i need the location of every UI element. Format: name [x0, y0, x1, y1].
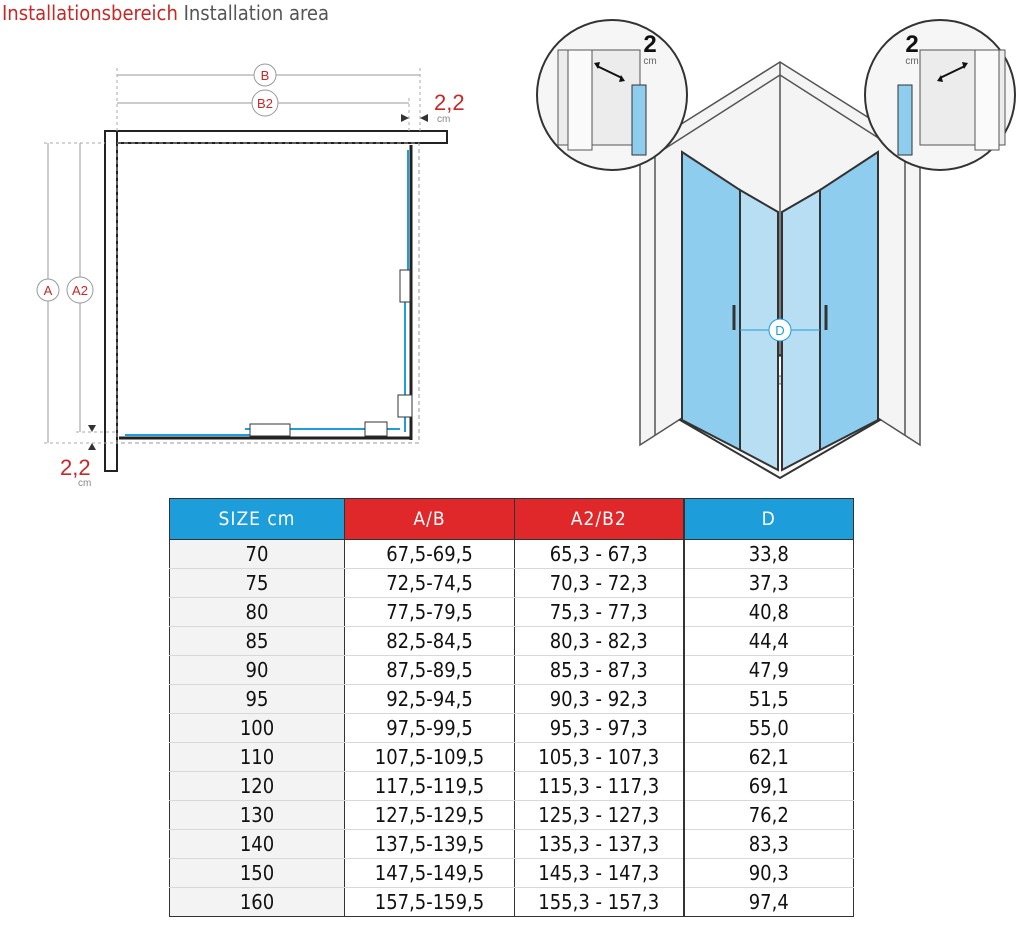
- cell-d: 51,5: [684, 685, 854, 714]
- table-row: [170, 685, 854, 714]
- label-b: B: [260, 68, 270, 83]
- cell-d: 69,1: [684, 772, 854, 801]
- cell-size: 120: [170, 772, 345, 801]
- gap-top-unit: cm: [437, 114, 451, 125]
- cell-ab: 82,5-84,5: [345, 627, 515, 656]
- header-d: D: [684, 499, 854, 540]
- table-row: [170, 569, 854, 598]
- cell-size: 100: [170, 714, 345, 743]
- label-b2: B2: [257, 96, 273, 111]
- cell-a2b2: 155,3 - 157,3: [515, 888, 684, 917]
- cell-a2b2: 65,3 - 67,3: [515, 540, 684, 569]
- gap-bottom-value: 2,2: [60, 455, 91, 480]
- cell-d: 90,3: [684, 859, 854, 888]
- isometric-shower-diagram: [530, 0, 1024, 490]
- cell-ab: 72,5-74,5: [345, 569, 515, 598]
- gap-bottom-unit: cm: [78, 478, 92, 489]
- table-row: [170, 540, 854, 569]
- cell-ab: 107,5-109,5: [345, 743, 515, 772]
- cell-a2b2: 135,3 - 137,3: [515, 830, 684, 859]
- table-row: [170, 888, 854, 917]
- table-row: [170, 714, 854, 743]
- cell-d: 62,1: [684, 743, 854, 772]
- cell-d: 55,0: [684, 714, 854, 743]
- cell-ab: 97,5-99,5: [345, 714, 515, 743]
- cell-ab: 157,5-159,5: [345, 888, 515, 917]
- cell-ab: 67,5-69,5: [345, 540, 515, 569]
- label-a2: A2: [72, 283, 88, 298]
- cell-a2b2: 125,3 - 127,3: [515, 801, 684, 830]
- cell-d: 33,8: [684, 540, 854, 569]
- table-body: [170, 540, 854, 917]
- cell-d: 76,2: [684, 801, 854, 830]
- table-header-row: [170, 499, 854, 540]
- cell-size: 95: [170, 685, 345, 714]
- cell-a2b2: 90,3 - 92,3: [515, 685, 684, 714]
- cell-d: 47,9: [684, 656, 854, 685]
- detail-left-value: 2: [643, 31, 657, 58]
- cell-size: 140: [170, 830, 345, 859]
- install-area-outline: [117, 143, 419, 443]
- cell-d: 97,4: [684, 888, 854, 917]
- detail-bubble-right: [865, 20, 1015, 170]
- table-row: [170, 627, 854, 656]
- detail-right-unit: cm: [905, 56, 919, 67]
- cell-ab: 87,5-89,5: [345, 656, 515, 685]
- gap-top-value: 2,2: [434, 90, 465, 115]
- enclosure-bottom-panel: [119, 422, 412, 438]
- label-a: A: [43, 283, 53, 298]
- cell-size: 110: [170, 743, 345, 772]
- cell-ab: 117,5-119,5: [345, 772, 515, 801]
- cell-a2b2: 95,3 - 97,3: [515, 714, 684, 743]
- gap-bottom-marker: [88, 425, 96, 450]
- table-row: [170, 830, 854, 859]
- cell-size: 80: [170, 598, 345, 627]
- table-row: [170, 598, 854, 627]
- table-row: [170, 801, 854, 830]
- cell-size: 160: [170, 888, 345, 917]
- cell-d: 83,3: [684, 830, 854, 859]
- cell-a2b2: 145,3 - 147,3: [515, 859, 684, 888]
- cell-a2b2: 85,3 - 87,3: [515, 656, 684, 685]
- enclosure-right-panel: [398, 145, 412, 440]
- plan-view-diagram: [0, 40, 470, 490]
- label-d: D: [775, 323, 785, 338]
- cell-a2b2: 115,3 - 117,3: [515, 772, 684, 801]
- table-row: [170, 656, 854, 685]
- cell-ab: 147,5-149,5: [345, 859, 515, 888]
- title-en: Installation area: [183, 1, 330, 25]
- cell-a2b2: 70,3 - 72,3: [515, 569, 684, 598]
- detail-bubble-left: [537, 20, 687, 170]
- cell-a2b2: 105,3 - 107,3: [515, 743, 684, 772]
- header-size: SIZE cm: [170, 499, 345, 540]
- size-table: [169, 498, 854, 917]
- cell-size: 90: [170, 656, 345, 685]
- cell-a2b2: 80,3 - 82,3: [515, 627, 684, 656]
- detail-right-value: 2: [905, 31, 919, 58]
- wall-outline: [105, 131, 447, 471]
- title-de: Installationsbereich: [2, 1, 178, 25]
- cell-d: 44,4: [684, 627, 854, 656]
- header-a2b2: A2/B2: [515, 499, 684, 540]
- gap-top-marker: [401, 114, 428, 122]
- cell-size: 75: [170, 569, 345, 598]
- cell-ab: 137,5-139,5: [345, 830, 515, 859]
- cell-d: 37,3: [684, 569, 854, 598]
- cell-d: 40,8: [684, 598, 854, 627]
- table-row: [170, 743, 854, 772]
- cell-size: 85: [170, 627, 345, 656]
- cell-size: 150: [170, 859, 345, 888]
- header-ab: A/B: [345, 499, 515, 540]
- table-row: [170, 859, 854, 888]
- cell-ab: 127,5-129,5: [345, 801, 515, 830]
- table-row: [170, 772, 854, 801]
- cell-a2b2: 75,3 - 77,3: [515, 598, 684, 627]
- page-title: [2, 0, 329, 26]
- detail-left-unit: cm: [643, 56, 657, 67]
- cell-ab: 92,5-94,5: [345, 685, 515, 714]
- cell-size: 70: [170, 540, 345, 569]
- cell-ab: 77,5-79,5: [345, 598, 515, 627]
- cell-size: 130: [170, 801, 345, 830]
